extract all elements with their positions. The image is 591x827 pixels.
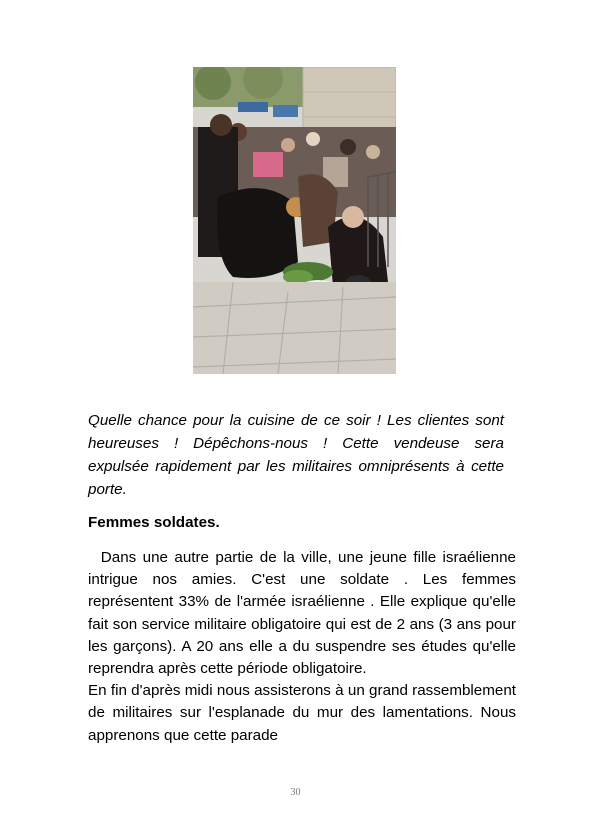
paragraph: En fin d'après midi nous assisterons à un grand rassemblement de militaires sur l'esplanade du mur des lamentations. Nous apprenons que cette parade bbox=[88, 682, 516, 744]
body-text bbox=[88, 547, 516, 747]
market-scene-photo bbox=[193, 67, 396, 374]
section-title: Femmes soldates. bbox=[88, 514, 220, 531]
photo-caption: Quelle chance pour la cuisine de ce soir ! Les clientes sont heureuses ! Dépêchons-nous ! Cette vendeuse sera expulsée rapidement par les militaires omniprésents à cette porte. bbox=[88, 412, 504, 498]
page-number: 30 bbox=[290, 787, 301, 798]
paragraph: Dans une autre partie de la ville, une jeune fille israélienne intrigue nos amies. C'est une soldate . Les femmes représentent 33% de l'armée israélienne . Elle explique qu'elle fait son service militaire obligatoire qui est de 2 ans (3 ans pour les garçons). A 20 ans elle a du suspendre ses études qu'elle reprendra après cette période obligatoire. bbox=[88, 549, 516, 678]
